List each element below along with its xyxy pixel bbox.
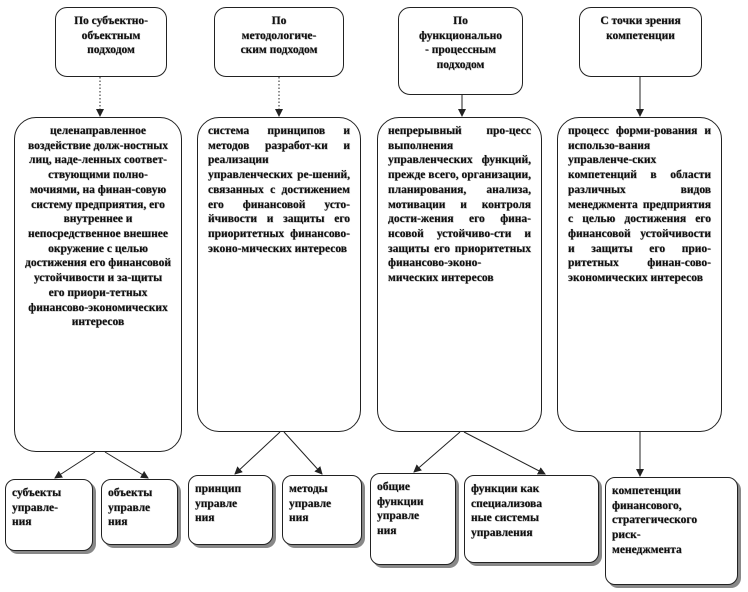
leaf-management-principle: принцип управле ния <box>188 475 273 545</box>
header-methodological: По методологиче- ским подходом <box>214 7 344 77</box>
leaf-subjects-of-management: субъекты управле- ния <box>5 479 93 551</box>
arrow-desc2-leaf4 <box>284 432 322 474</box>
arrow-desc3-leaf6 <box>464 432 545 474</box>
leaf-general-management-functions: общие функции управле ния <box>370 473 456 565</box>
header-subject-object: По субъектно- объектным подходом <box>55 7 167 77</box>
arrow-desc1-leaf1 <box>55 452 95 478</box>
header-competence: С точки зрения компетенции <box>579 7 702 77</box>
arrow-desc1-leaf2 <box>105 452 148 478</box>
arrow-desc3-leaf5 <box>414 432 460 472</box>
leaf-objects-of-management: объекты управле ния <box>101 479 178 545</box>
header-functional-process: По функционально - процессным подходом <box>398 7 523 95</box>
description-competence: процесс форми-рования и использо-вания управленче-ских компетенций в области различных видов менеджмента предприятия с целью достижения его финансовой устойчивости и защиты его прио-ритетных финан-сово-экономических интересов <box>557 117 722 432</box>
leaf-specialized-functions: функции как специализова ные системы управления <box>464 475 599 563</box>
description-subject-object: целенаправленное воздействие долж-ностных лиц, наде-ленных соответ-ствующими полно-мочиями, на финан-совую систему предприятия, его внутреннее и непосредственное внешнее окружение с целью достижения его финансовой устойчивости и за-щиты его приори-тетных финансово-экономических интересов <box>14 117 182 452</box>
description-functional-process: непрерывный про-цесс выполнения управленческих функций, прежде всего, организации, планирования, анализа, мотивации и контроля дости-жения его фина-нсовой устойчиво-сти и защиты его приоритетных финансово-эконо-мических интересов <box>377 117 542 432</box>
leaf-competences: компетенции финансового, стратегического риск- менеджмента <box>605 477 738 585</box>
leaf-management-methods: методы управле ния <box>282 475 362 545</box>
description-methodological: система принципов и методов разработ-ки и реализации управленческих ре-шений, связанных с достижением его финансовой усто-йчивости и защиты его приоритетных финансово-эконо-мических интересов <box>197 117 361 432</box>
arrow-desc2-leaf3 <box>235 432 280 474</box>
